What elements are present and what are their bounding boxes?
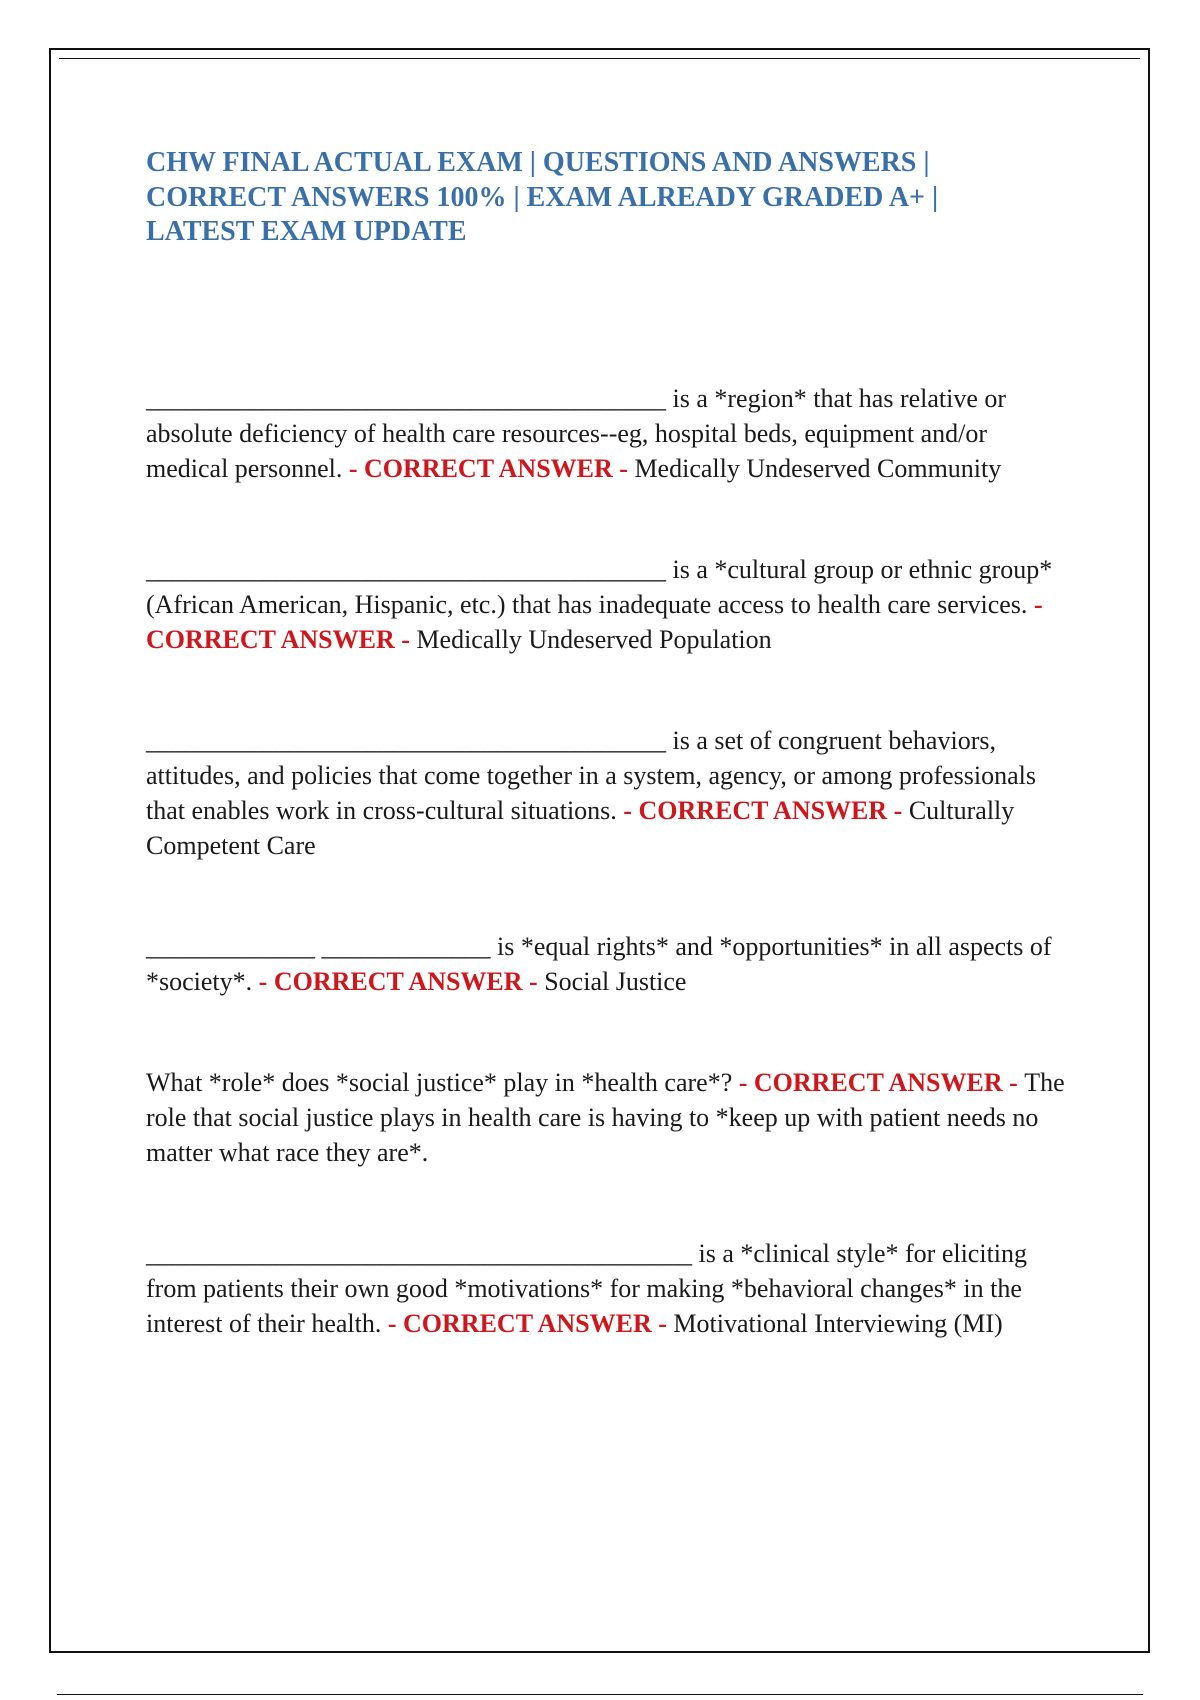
answer-blank: _____________ _____________: [146, 931, 491, 961]
question-text: is a *region* that has relative or absolute deficiency of health care resources--eg, hospital beds, equipment and/or medical personnel.: [146, 383, 1007, 483]
answer-blank: ________________________________________: [146, 725, 666, 755]
qa-item: [146, 723, 1066, 863]
correct-answer-marker: - CORRECT ANSWER -: [616, 795, 909, 825]
qa-item: [146, 552, 1066, 657]
answer-text: Medically Undeserved Community: [634, 453, 1002, 483]
bottom-rule: [57, 1694, 1143, 1695]
question-text: is a *clinical style* for eliciting from patients their own good *motivations* for making *behavioral changes* in the interest of their health.: [146, 1238, 1028, 1338]
correct-answer-marker: - CORRECT ANSWER -: [252, 966, 545, 996]
question-text: is a set of congruent behaviors, attitudes, and policies that come together in a system, agency, or among professionals that enables work in cross-cultural situations.: [146, 725, 1037, 825]
correct-answer-marker: - CORRECT ANSWER -: [342, 453, 635, 483]
qa-item: [146, 381, 1066, 486]
qa-item: [146, 1236, 1066, 1341]
answer-text: Medically Undeserved Population: [416, 624, 772, 654]
answer-text: Motivational Interviewing (MI): [673, 1308, 1003, 1338]
correct-answer-marker: - CORRECT ANSWER -: [732, 1067, 1025, 1097]
top-rule: [59, 58, 1140, 59]
answer-text: Social Justice: [544, 966, 687, 996]
answer-blank: ________________________________________: [146, 554, 666, 584]
answer-blank: __________________________________________: [146, 1238, 692, 1268]
qa-item: [146, 1065, 1066, 1170]
correct-answer-marker: - CORRECT ANSWER -: [146, 589, 1043, 654]
question-text: What *role* does *social justice* play in *health care*?: [146, 1067, 733, 1097]
qa-item: [146, 929, 1066, 999]
document-title: CHW FINAL ACTUAL EXAM | QUESTIONS AND ANSWERS | CORRECT ANSWERS 100% | EXAM ALREADY GRADED A+ | LATEST EXAM UPDATE: [146, 147, 939, 247]
answer-blank: ________________________________________: [146, 383, 666, 413]
question-text: is *equal rights* and *opportunities* in all aspects of *society*.: [146, 931, 1052, 996]
answer-text: Culturally Competent Care: [146, 795, 1015, 860]
question-text: is a *cultural group or ethnic group* (African American, Hispanic, etc.) that has inadequate access to health care services.: [146, 554, 1053, 619]
correct-answer-marker: - CORRECT ANSWER -: [381, 1308, 674, 1338]
document-body: [146, 146, 1066, 1341]
answer-text: The role that social justice plays in health care is having to *keep up with patient needs no matter what race they are*.: [146, 1067, 1065, 1167]
